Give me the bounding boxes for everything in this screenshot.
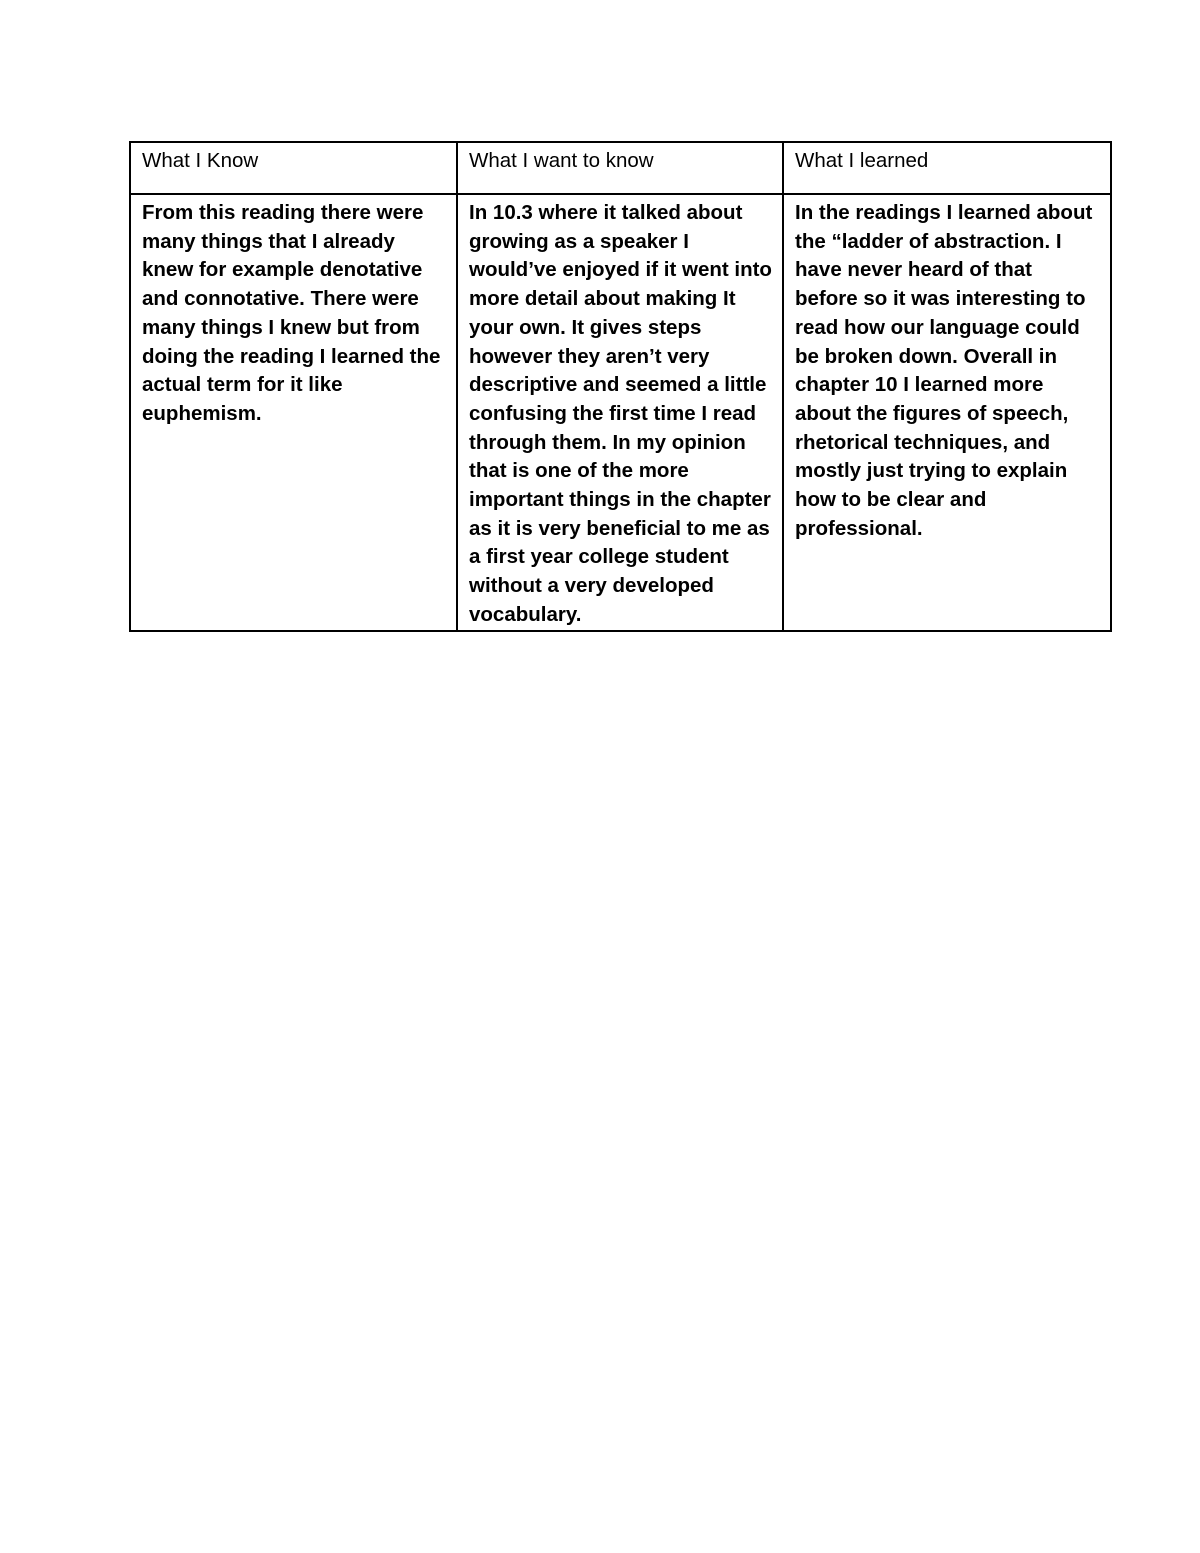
- cell-what-i-learned: In the readings I learned about the “ladder of abstraction. I have never heard of that before so it was interesting to read how our language could be broken down. Overall in chapter 10 I learned more about the figures of speech, rhetorical techniques, and mostly just trying to explain how to be clear and professional.: [783, 194, 1111, 631]
- header-row: [130, 142, 1111, 194]
- header-what-i-want-to-know: What I want to know: [457, 142, 783, 194]
- header-what-i-learned: What I learned: [783, 142, 1111, 194]
- cell-what-i-want-to-know: In 10.3 where it talked about growing as a speaker I would’ve enjoyed if it went into more detail about making It your own. It gives steps however they aren’t very descriptive and seemed a little confusing the first time I read through them. In my opinion that is one of the more important things in the chapter as it is very beneficial to me as a first year college student without a very developed vocabulary.: [457, 194, 783, 631]
- header-what-i-know: What I Know: [130, 142, 457, 194]
- table-body: [130, 194, 1111, 631]
- kwl-table: [129, 141, 1112, 632]
- cell-what-i-know: From this reading there were many things that I already knew for example denotative and connotative. There were many things I knew but from doing the reading I learned the actual term for it like euphemism.: [130, 194, 457, 631]
- table-row: [130, 194, 1111, 631]
- table-header: [130, 142, 1111, 194]
